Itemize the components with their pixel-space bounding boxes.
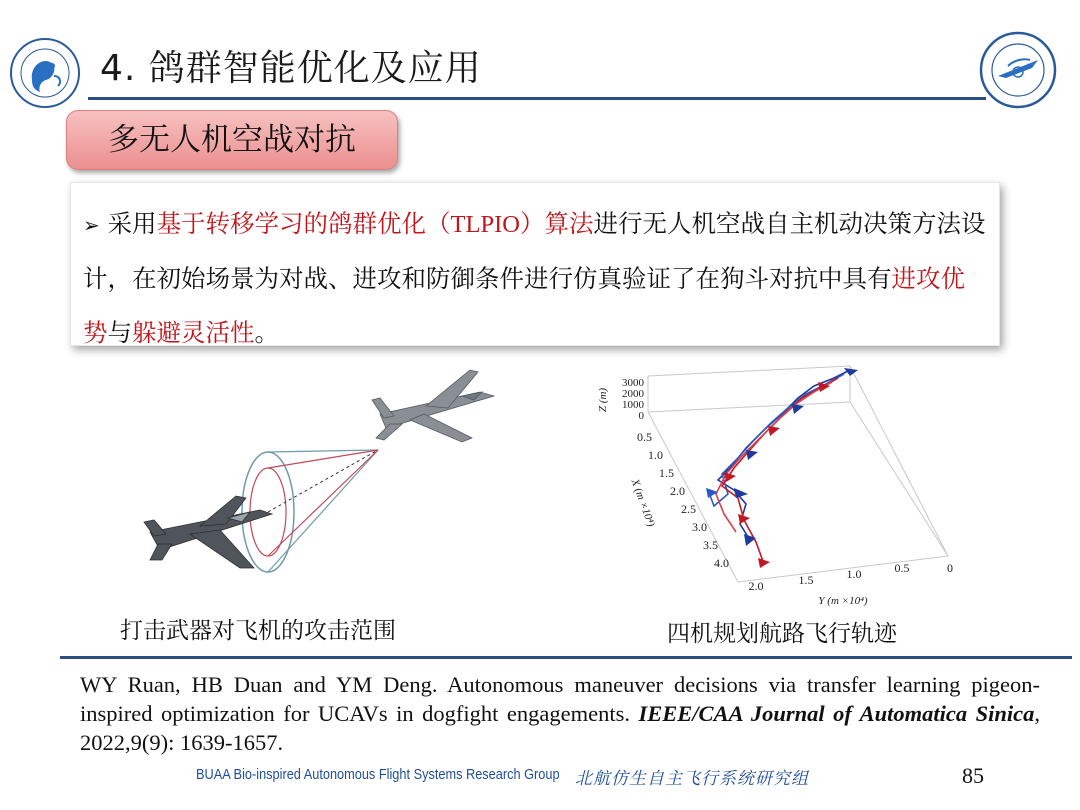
page-number: 85 xyxy=(962,763,984,788)
bullet-marker: ➢ xyxy=(83,213,100,237)
body-segment: 。 xyxy=(254,318,279,347)
body-segment: 进行无人机空战自主机动决策方法设计，在初始场景为对战、进攻和防御条件进行仿真验证了在狗斗对抗中具有 xyxy=(83,209,986,293)
body-highlight: 进攻优势 xyxy=(83,264,965,347)
reference-journal: IEEE/CAA Journal of Automatica Sinica xyxy=(638,701,1035,726)
body-highlight: （TLPIO） xyxy=(426,211,545,238)
trajectories xyxy=(708,370,850,564)
footer-lab-name: BUAA Bio-inspired Autonomous Flight Systems Research Group xyxy=(196,766,560,783)
body-highlight: 基于转移学习的鸽群优化 xyxy=(156,209,427,238)
x-tick: 0.5 xyxy=(637,430,652,444)
figure-caption-right: 四机规划航路飞行轨迹 xyxy=(667,621,897,647)
reference-details: , 2022,9(9): 1639-1657. xyxy=(80,701,1041,755)
x-tick: 2.5 xyxy=(681,502,696,516)
y-tick: 1.5 xyxy=(798,573,814,587)
y-tick: 2.0 xyxy=(748,579,764,593)
university-seal-logo xyxy=(978,30,1058,110)
z-axis-label: Z (m) xyxy=(597,387,609,413)
x-tick: 3.5 xyxy=(703,538,718,552)
x-tick: 3.0 xyxy=(692,520,707,534)
y-tick: 0.5 xyxy=(894,561,910,575)
y-tick: 0 xyxy=(947,561,953,575)
body-text-box xyxy=(70,182,1000,346)
x-axis-label: X (m ×10⁴) xyxy=(628,477,657,529)
z-tick: 1000 xyxy=(622,399,644,411)
reference-divider xyxy=(60,656,1072,659)
x-tick: 2.0 xyxy=(670,484,685,498)
section-tab-label: 多无人机空战对抗 xyxy=(108,122,356,158)
trajectory-plot xyxy=(588,364,968,612)
x-tick: 4.0 xyxy=(714,556,729,570)
reference-text: WY Ruan, HB Duan and YM Deng. Autonomous maneuver decisions via transfer learning pigeon-inspired optimization for UCAVs in dogfight engagements. xyxy=(80,672,1040,726)
attack-range-illustration xyxy=(140,362,520,602)
z-tick: 2000 xyxy=(622,388,644,400)
x-tick: 1.0 xyxy=(648,448,663,462)
y-tick: 1.0 xyxy=(846,567,862,581)
footer-lab-name-cn: 北航仿生自主飞行系统研究组 xyxy=(575,769,809,789)
body-highlight: 躲避灵活性 xyxy=(132,318,255,347)
target-jet-icon xyxy=(372,370,494,442)
lab-emblem-logo xyxy=(8,36,82,110)
body-segment: 与 xyxy=(107,318,132,347)
attacker-jet-icon xyxy=(144,496,272,568)
z-tick: 0 xyxy=(638,410,644,422)
body-segment: 采用 xyxy=(107,209,157,238)
trajectory-blue-1 xyxy=(718,370,850,540)
figure-caption-left: 打击武器对飞机的攻击范围 xyxy=(120,618,396,644)
x-tick: 1.5 xyxy=(659,466,674,480)
trajectory-red-2 xyxy=(716,382,832,532)
reference-citation xyxy=(80,670,1040,757)
y-axis-label: Y (m ×10⁴) xyxy=(818,595,868,607)
z-tick: 3000 xyxy=(622,377,644,389)
body-paragraph xyxy=(83,197,988,360)
body-highlight: 算法 xyxy=(544,209,594,238)
title-divider xyxy=(88,97,986,100)
slide-title: 4. 鸽群智能优化及应用 xyxy=(100,48,482,89)
section-tab xyxy=(66,110,398,170)
